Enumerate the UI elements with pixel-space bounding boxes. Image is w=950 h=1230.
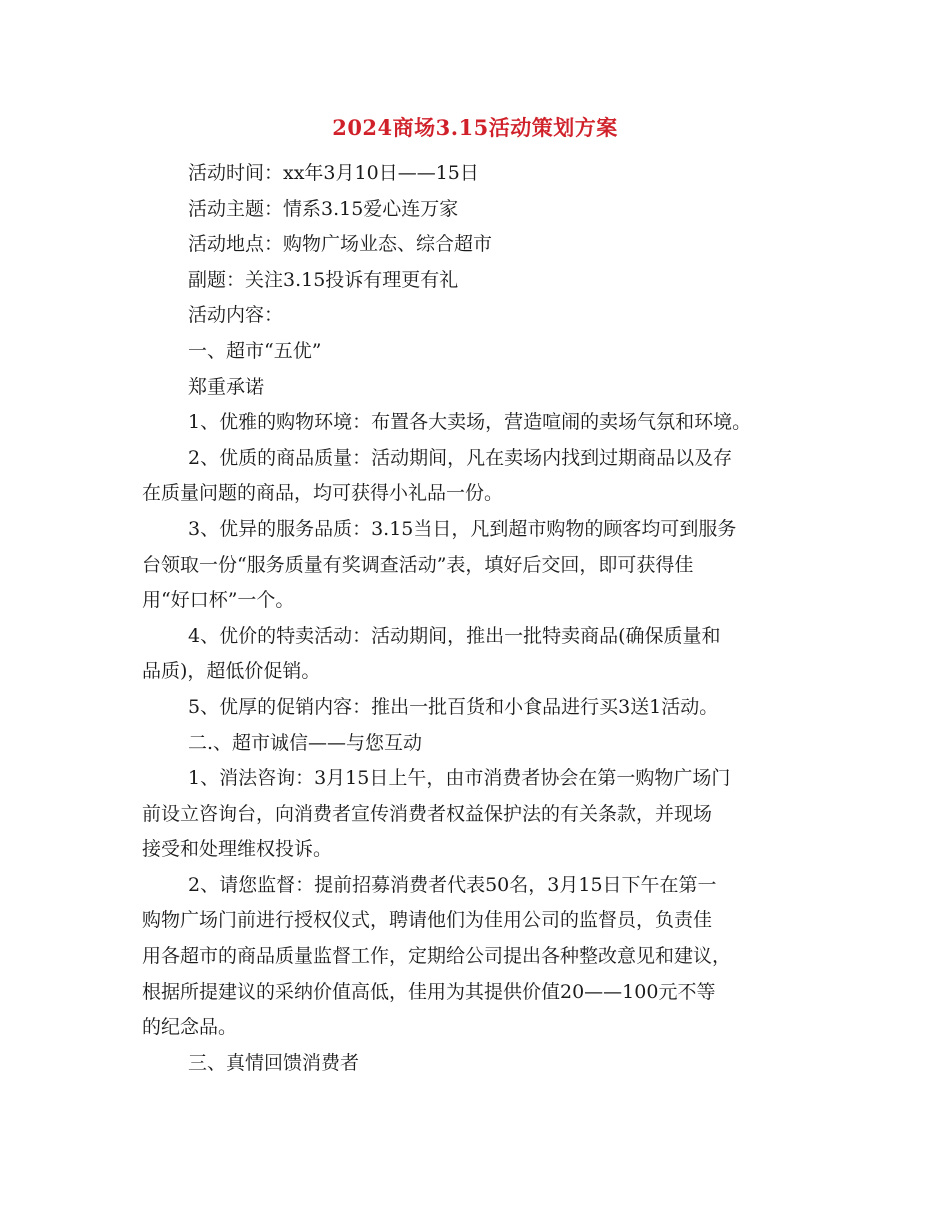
list-item-continuation: 的纪念品。 [142,1016,238,1039]
paragraph-line: 副题：关注3.15投诉有理更有礼 [188,268,459,291]
list-item: 2、请您监督：提前招募消费者代表50名，3月15日下午在第一 [188,873,717,896]
list-item-continuation: 根据所提建议的采纳价值高低，佳用为其提供价值20——100元不等 [142,980,716,1003]
paragraph-line: 活动时间：xx年3月10日——15日 [188,162,479,184]
list-item-continuation: 台领取一份“服务质量有奖调查活动”表，填好后交回，即可获得佳 [142,553,694,576]
list-item-continuation: 用“好口杯”一个。 [142,589,295,612]
list-item: 5、优厚的促销内容：推出一批百货和小食品进行买3送1活动。 [188,695,719,718]
document-title: 2024商场3.15活动策划方案 [332,115,618,140]
list-item: 2、优质的商品质量：活动期间，凡在卖场内找到过期商品以及存 [188,446,733,469]
section-heading: 二.、超市诚信——与您互动 [188,731,423,754]
section-heading: 一、超市“五优” [188,339,322,362]
paragraph-line: 活动地点：购物广场业态、综合超市 [188,233,493,256]
paragraph-line: 活动内容： [188,304,284,327]
list-item: 4、优价的特卖活动：活动期间，推出一批特卖商品(确保质量和 [188,624,721,647]
section-heading: 三、真情回馈消费者 [188,1051,360,1074]
list-item-continuation: 用各超市的商品质量监督工作，定期给公司提出各种整改意见和建议， [142,945,732,968]
paragraph-line: 活动主题：情系3.15爱心连万家 [188,197,459,220]
list-item-continuation: 品质)，超低价促销。 [142,660,321,683]
document-body [142,156,822,1081]
paragraph-line: 郑重承诺 [188,375,265,398]
list-item: 1、消法咨询：3月15日上午，由市消费者协会在第一购物广场门 [188,767,731,790]
list-item: 3、优异的服务品质：3.15当日，凡到超市购物的顾客均可到服务 [188,517,737,540]
list-item-continuation: 前设立咨询台，向消费者宣传消费者权益保护法的有关条款，并现场 [142,802,713,825]
list-item: 1、优雅的购物环境：布置各大卖场，营造喧闹的卖场气氛和环境。 [188,411,752,434]
list-item-continuation: 购物广场门前进行授权仪式，聘请他们为佳用公司的监督员，负责佳 [142,909,713,932]
list-item-continuation: 在质量问题的商品，均可获得小礼品一份。 [142,482,504,505]
list-item-continuation: 接受和处理维权投诉。 [142,838,333,861]
